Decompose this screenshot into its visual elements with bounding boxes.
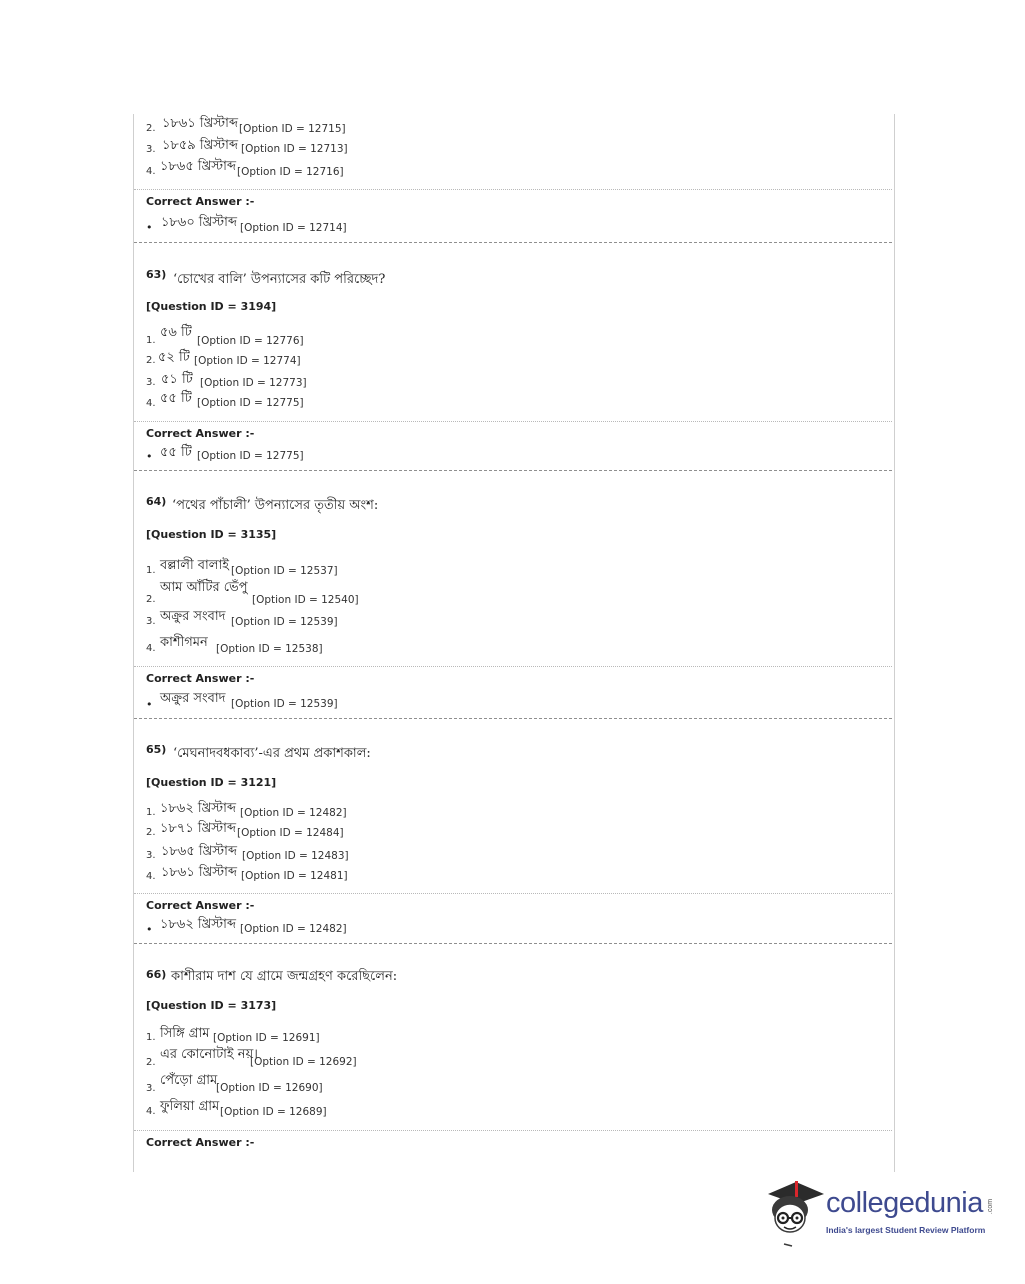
option-text: ১৮৭১ খ্রিস্টাব্দ	[160, 821, 236, 836]
answer-text: ১৮৬০ খ্রিস্টাব্দ	[161, 215, 237, 230]
correct-answer-label: Correct Answer :-	[146, 195, 255, 208]
divider	[134, 666, 892, 667]
correct-answer-label: Correct Answer :-	[146, 672, 255, 685]
option-number: 3.	[146, 144, 156, 155]
question-separator	[134, 718, 892, 719]
option-id: [Option ID = 12776]	[197, 335, 304, 347]
bullet: •	[146, 698, 153, 711]
option-number: 3.	[146, 850, 156, 861]
question-separator	[134, 943, 892, 944]
option-id: [Option ID = 12713]	[241, 143, 348, 155]
option-id: [Option ID = 12539]	[231, 616, 338, 628]
answer-text: ১৮৬২ খ্রিস্টাব্দ	[160, 917, 236, 932]
option-text: ১৮৬৫ খ্রিস্টাব্দ	[161, 844, 237, 859]
question-text: ‘পথের পাঁচালী’ উপন্যাসের তৃতীয় অংশ:	[172, 498, 379, 513]
logo-tagline: India's largest Student Review Platform	[826, 1225, 986, 1235]
option-id: [Option ID = 12689]	[220, 1106, 327, 1118]
option-number: 2.	[146, 1057, 156, 1068]
option-number: 4.	[146, 1106, 156, 1117]
option-id: [Option ID = 12715]	[239, 123, 346, 135]
option-text: ৫৫ টি	[160, 391, 192, 406]
question-id: [Question ID = 3194]	[146, 300, 277, 313]
question-text: কাশীরাম দাশ যে গ্রামে জন্মগ্রহণ করেছিলেন:	[171, 969, 398, 984]
bullet: •	[146, 450, 153, 463]
option-id: [Option ID = 12716]	[237, 166, 344, 178]
correct-answer-label: Correct Answer :-	[146, 899, 255, 912]
question-separator	[134, 470, 892, 471]
option-id: [Option ID = 12540]	[252, 594, 359, 606]
option-number: 4.	[146, 643, 156, 654]
option-id: [Option ID = 12537]	[231, 565, 338, 577]
option-number: 1.	[146, 565, 156, 576]
question-id: [Question ID = 3173]	[146, 999, 277, 1012]
answer-option-id: [Option ID = 12539]	[231, 698, 338, 710]
option-number: 1.	[146, 335, 156, 346]
logo-suffix: .com	[987, 1198, 995, 1215]
divider	[134, 421, 892, 422]
option-number: 2.	[146, 594, 156, 605]
option-text: বল্লালী বালাই	[160, 558, 230, 573]
option-number: 2.	[146, 123, 156, 134]
option-text: ৫১ টি	[161, 372, 193, 387]
question-id: [Question ID = 3121]	[146, 776, 277, 789]
option-id: [Option ID = 12775]	[197, 397, 304, 409]
correct-answer-label: Correct Answer :-	[146, 1136, 255, 1149]
option-number: 1.	[146, 807, 156, 818]
answer-option-id: [Option ID = 12775]	[197, 450, 304, 462]
answer-option-id: [Option ID = 12714]	[240, 222, 347, 234]
option-id: [Option ID = 12538]	[216, 643, 323, 655]
question-text: ‘মেঘনাদবধকাব্য’-এর প্রথম প্রকাশকাল:	[173, 746, 371, 761]
option-number: 4.	[146, 398, 156, 409]
option-text: অক্রুর সংবাদ	[160, 609, 226, 624]
option-text: ফুলিয়া গ্রাম	[160, 1099, 220, 1114]
option-text: সিঙ্গি গ্রাম	[160, 1026, 210, 1041]
question-number: 63)	[146, 268, 167, 281]
option-text: ১৮৬২ খ্রিস্টাব্দ	[160, 801, 236, 816]
option-text: আম আঁটির ভেঁপু	[160, 580, 248, 595]
option-id: [Option ID = 12773]	[200, 377, 307, 389]
bullet: •	[146, 221, 153, 234]
option-id: [Option ID = 12692]	[250, 1056, 357, 1068]
option-id: [Option ID = 12690]	[216, 1082, 323, 1094]
option-text: ১৮৬১ খ্রিস্টাব্দ	[162, 116, 238, 131]
question-id: [Question ID = 3135]	[146, 528, 277, 541]
option-id: [Option ID = 12483]	[242, 850, 349, 862]
option-text: পেঁড়ো গ্রাম	[160, 1073, 218, 1088]
answer-text: ৫৫ টি	[160, 445, 192, 460]
option-number: 2.	[146, 827, 156, 838]
option-text: ১৮৬৫ খ্রিস্টাব্দ	[160, 159, 236, 174]
option-text: ৫৬ টি	[160, 325, 192, 340]
question-separator	[134, 242, 892, 243]
question-number: 65)	[146, 743, 167, 756]
divider	[134, 893, 892, 894]
option-text: ৫২ টি	[158, 350, 190, 365]
question-number: 66)	[146, 968, 167, 981]
question-text: ‘চোখের বালি’ উপন্যাসের কটি পরিচ্ছেদ?	[173, 272, 386, 287]
option-text: ১৮৫৯ খ্রিস্টাব্দ	[162, 138, 238, 153]
divider	[134, 189, 892, 190]
option-text: কাশীগমন	[160, 635, 208, 650]
option-id: [Option ID = 12691]	[213, 1032, 320, 1044]
option-text: ১৮৬১ খ্রিস্টাব্দ	[161, 865, 237, 880]
option-number: 4.	[146, 166, 156, 177]
option-id: [Option ID = 12484]	[237, 827, 344, 839]
option-number: 3.	[146, 377, 156, 388]
divider	[134, 1130, 892, 1131]
option-id: [Option ID = 12481]	[241, 870, 348, 882]
answer-option-id: [Option ID = 12482]	[240, 923, 347, 935]
option-number: 3.	[146, 1083, 156, 1094]
bullet: •	[146, 923, 153, 936]
option-id: [Option ID = 12482]	[240, 807, 347, 819]
correct-answer-label: Correct Answer :-	[146, 427, 255, 440]
question-number: 64)	[146, 495, 167, 508]
option-number: 4.	[146, 871, 156, 882]
option-id: [Option ID = 12774]	[194, 355, 301, 367]
answer-text: অক্রুর সংবাদ	[160, 691, 226, 706]
option-number: 1.	[146, 1032, 156, 1043]
option-number: 3.	[146, 616, 156, 627]
option-text: এর কোনোটাই নয়।	[160, 1047, 258, 1062]
option-number: 2.	[146, 355, 156, 366]
logo-wordmark: collegedunia	[826, 1187, 983, 1219]
